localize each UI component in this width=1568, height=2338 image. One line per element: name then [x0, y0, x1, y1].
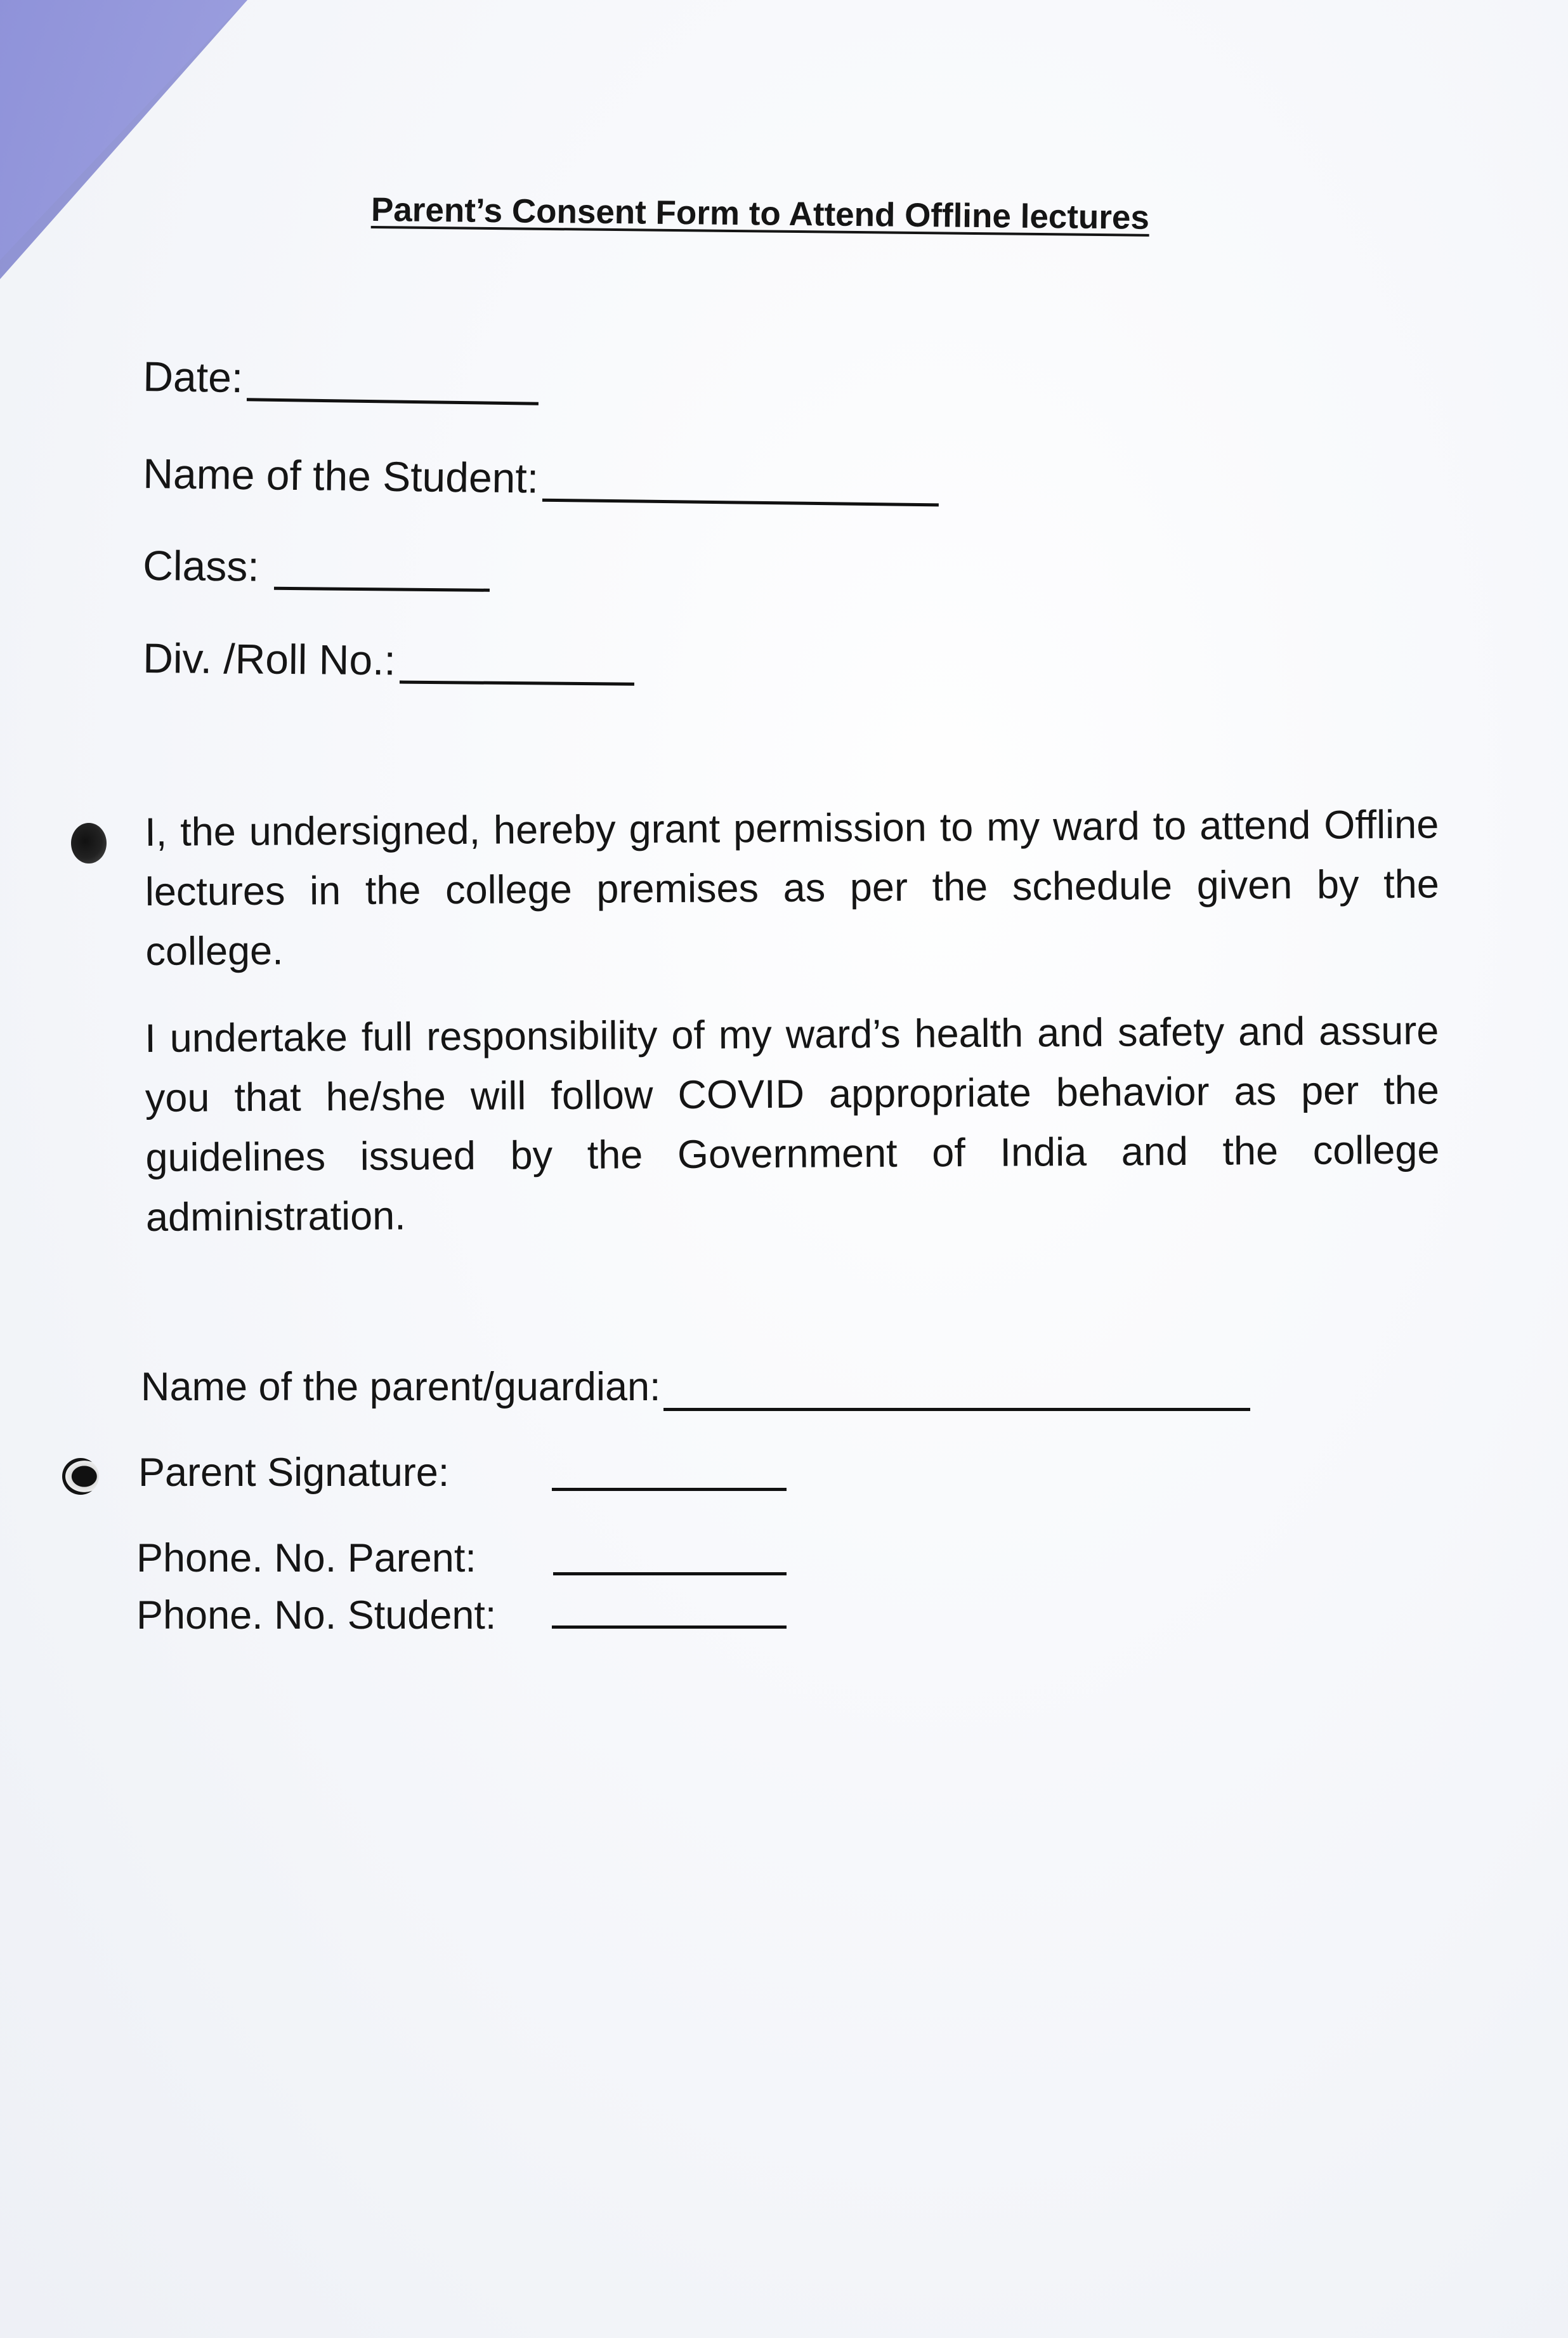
student-name-blank-line[interactable] — [542, 499, 939, 507]
phone-student-label: Phone. No. Student: — [136, 1593, 497, 1638]
parent-signature-blank-line[interactable] — [552, 1488, 787, 1491]
form-title: Parent’s Consent Form to Attend Offline lectures — [370, 191, 1150, 237]
parent-name-blank-line[interactable] — [663, 1408, 1250, 1411]
phone-parent-label: Phone. No. Parent: — [136, 1536, 476, 1580]
responsibility-paragraph: I undertake full responsibility of my ward’s health and safety and assure you that he/she will follow COVID appropriate behavior as per the guidelines issued by the Government of India and the college administration. — [145, 1008, 1440, 1240]
class-blank-line[interactable] — [274, 587, 490, 592]
punch-hole-bottom — [62, 1458, 99, 1495]
class-label: Class: — [142, 542, 259, 590]
student-name-label: Name of the Student: — [142, 450, 539, 502]
div-roll-label: Div. /Roll No.: — [142, 634, 396, 684]
punch-hole-top — [71, 823, 107, 864]
div-roll-blank-line[interactable] — [399, 681, 634, 686]
student-name-field — [143, 452, 939, 504]
parent-signature-label: Parent Signature: — [138, 1450, 450, 1495]
div-roll-field — [142, 634, 634, 684]
permission-paragraph: I, the undersigned, hereby grant permission to my ward to attend Offline lectures in the college premises as per the schedule given by the college. — [145, 802, 1440, 974]
date-label: Date: — [142, 353, 244, 402]
phone-parent-blank-line[interactable] — [553, 1572, 787, 1575]
class-field — [143, 544, 490, 589]
date-field — [143, 355, 539, 403]
phone-student-blank-line[interactable] — [552, 1625, 787, 1629]
date-blank-line[interactable] — [247, 398, 539, 405]
parent-name-field — [141, 1364, 1250, 1410]
parent-name-label: Name of the parent/guardian: — [141, 1365, 661, 1409]
